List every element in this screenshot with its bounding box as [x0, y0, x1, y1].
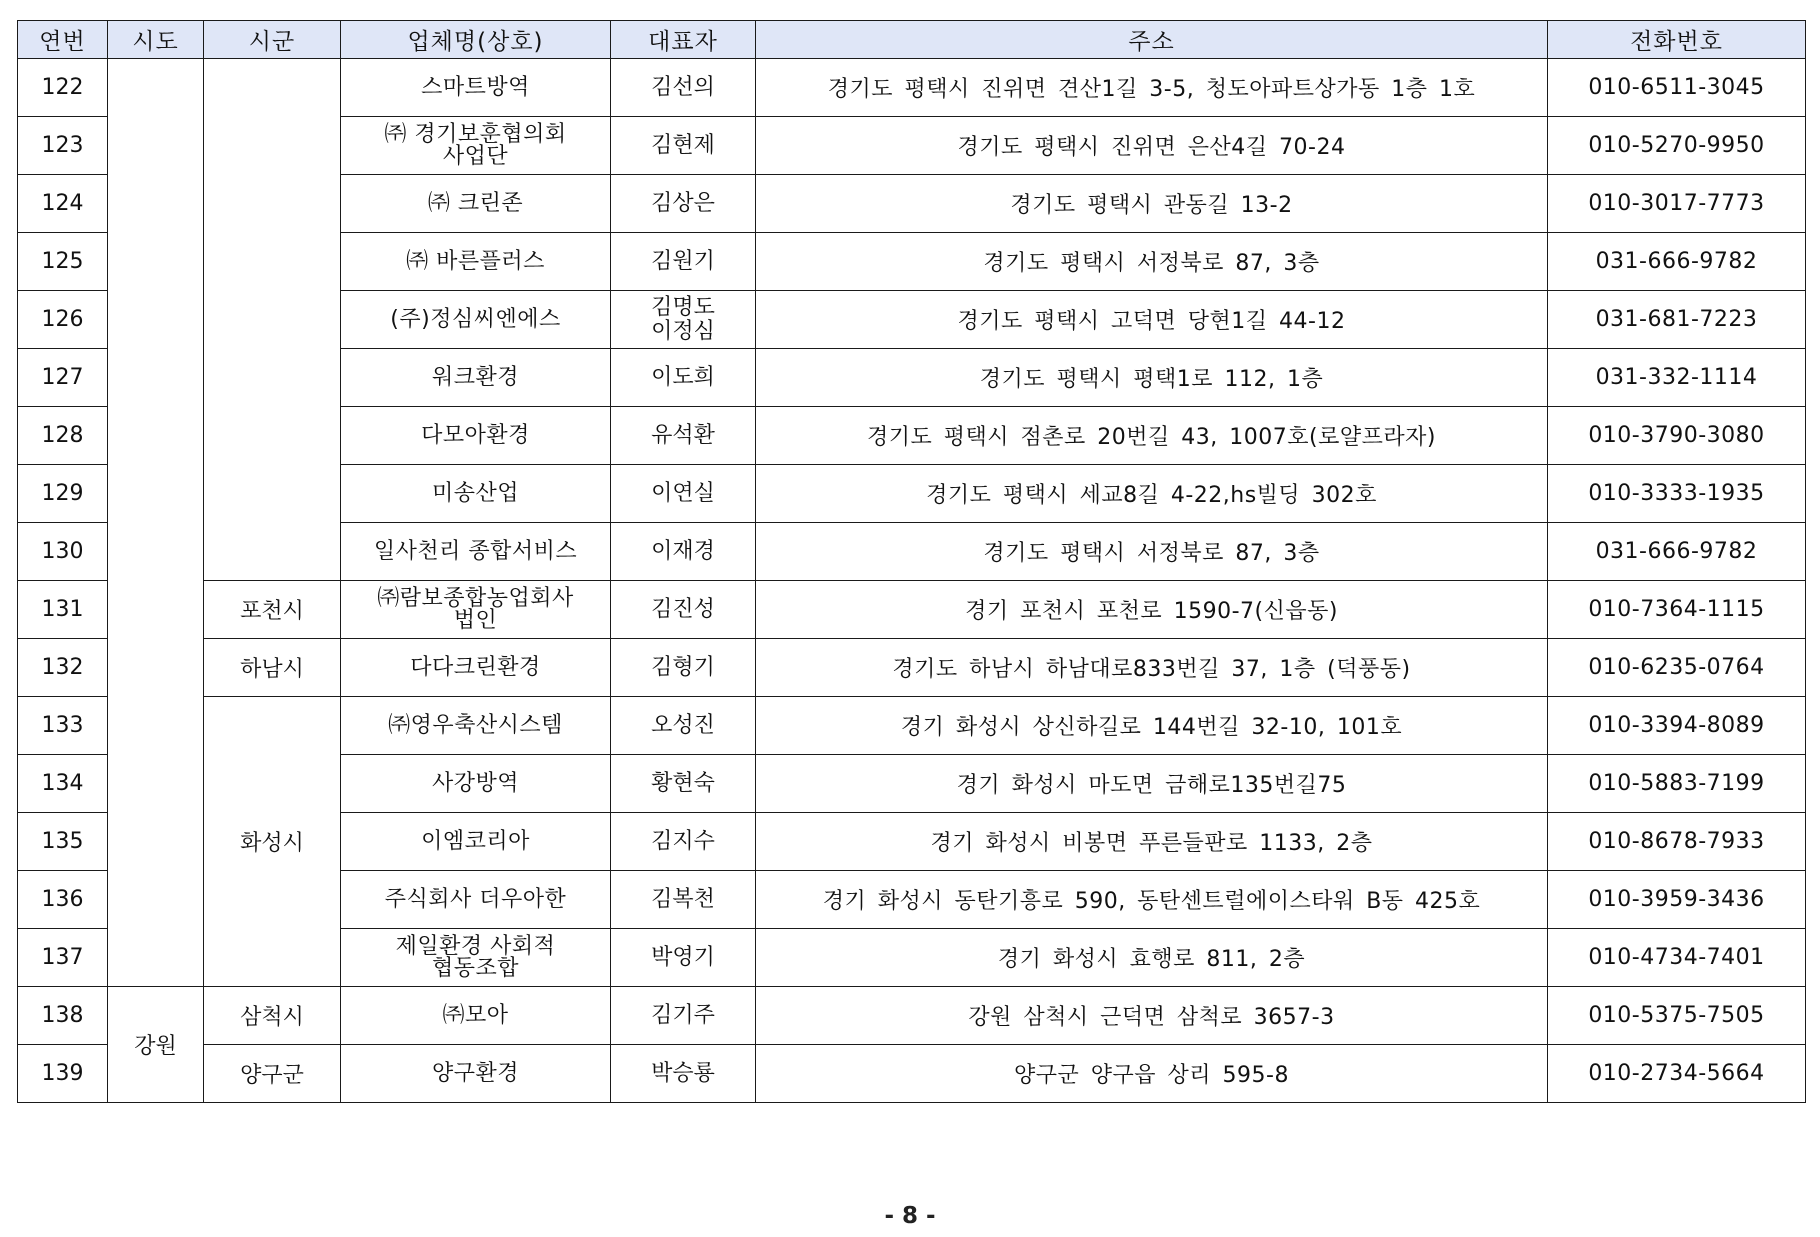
cell-no: 135: [18, 813, 108, 871]
cell-sigun: 삼척시: [204, 987, 341, 1045]
cell-business-name: ㈜람보종합농업회사 법인: [341, 581, 611, 639]
cell-phone: 010-3959-3436: [1548, 871, 1806, 929]
cell-business-name: 워크환경: [341, 349, 611, 407]
page-number: - 8 -: [884, 1203, 936, 1229]
cell-phone: 031-666-9782: [1548, 523, 1806, 581]
cell-representative: 오성진: [611, 697, 756, 755]
table-row: [18, 581, 1806, 639]
cell-phone: 010-6235-0764: [1548, 639, 1806, 697]
cell-sigun: 하남시: [204, 639, 341, 697]
cell-sido-empty: [108, 59, 204, 987]
cell-business-name: ㈜ 크린존: [341, 175, 611, 233]
cell-sigun: 화성시: [204, 697, 341, 987]
cell-business-name: ㈜모아: [341, 987, 611, 1045]
cell-address: 경기도 평택시 진위면 은산4길 70-24: [756, 117, 1548, 175]
cell-address: 경기 화성시 효행로 811, 2층: [756, 929, 1548, 987]
cell-representative: 이연실: [611, 465, 756, 523]
header-no: 연번: [18, 21, 108, 59]
cell-representative: 김원기: [611, 233, 756, 291]
cell-no: 129: [18, 465, 108, 523]
cell-no: 138: [18, 987, 108, 1045]
header-row: [18, 21, 1806, 59]
cell-phone: 031-681-7223: [1548, 291, 1806, 349]
cell-address: 경기 화성시 동탄기흥로 590, 동탄센트럴에이스타워 B동 425호: [756, 871, 1548, 929]
cell-phone: 010-8678-7933: [1548, 813, 1806, 871]
cell-address: 경기 화성시 상신하길로 144번길 32-10, 101호: [756, 697, 1548, 755]
cell-no: 127: [18, 349, 108, 407]
header-address: 주소: [756, 21, 1548, 59]
cell-business-name: 스마트방역: [341, 59, 611, 117]
cell-no: 130: [18, 523, 108, 581]
cell-representative: 김선의: [611, 59, 756, 117]
cell-phone: 010-3790-3080: [1548, 407, 1806, 465]
cell-address: 경기 포천시 포천로 1590-7(신읍동): [756, 581, 1548, 639]
header-phone: 전화번호: [1548, 21, 1806, 59]
cell-phone: 010-2734-5664: [1548, 1045, 1806, 1103]
cell-address: 경기도 평택시 관동길 13-2: [756, 175, 1548, 233]
table-row: [18, 1045, 1806, 1103]
cell-address: 경기도 평택시 서정북로 87, 3층: [756, 233, 1548, 291]
cell-address: 경기도 평택시 평택1로 112, 1층: [756, 349, 1548, 407]
cell-sido: 강원: [108, 987, 204, 1103]
cell-representative: 김기주: [611, 987, 756, 1045]
cell-representative: 황현숙: [611, 755, 756, 813]
table-row: [18, 639, 1806, 697]
cell-no: 136: [18, 871, 108, 929]
cell-no: 139: [18, 1045, 108, 1103]
cell-business-name: 다다크린환경: [341, 639, 611, 697]
cell-representative: 김명도 이정심: [611, 291, 756, 349]
cell-business-name: 이엠코리아: [341, 813, 611, 871]
cell-no: 134: [18, 755, 108, 813]
cell-representative: 김형기: [611, 639, 756, 697]
cell-sigun-empty: [204, 59, 341, 581]
cell-representative: 김상은: [611, 175, 756, 233]
header-sigun: 시군: [204, 21, 341, 59]
cell-phone: 010-6511-3045: [1548, 59, 1806, 117]
header-representative: 대표자: [611, 21, 756, 59]
cell-business-name: 사강방역: [341, 755, 611, 813]
cell-phone: 010-5883-7199: [1548, 755, 1806, 813]
cell-address: 양구군 양구읍 상리 595-8: [756, 1045, 1548, 1103]
cell-business-name: (주)정심씨엔에스: [341, 291, 611, 349]
cell-business-name: 주식회사 더우아한: [341, 871, 611, 929]
cell-no: 132: [18, 639, 108, 697]
cell-business-name: 일사천리 종합서비스: [341, 523, 611, 581]
cell-representative: 김복천: [611, 871, 756, 929]
cell-address: 경기도 평택시 서정북로 87, 3층: [756, 523, 1548, 581]
cell-phone: 010-5375-7505: [1548, 987, 1806, 1045]
cell-sigun: 양구군: [204, 1045, 341, 1103]
cell-address: 경기도 평택시 고덕면 당현1길 44-12: [756, 291, 1548, 349]
cell-representative: 박승룡: [611, 1045, 756, 1103]
cell-phone: 031-666-9782: [1548, 233, 1806, 291]
cell-no: 124: [18, 175, 108, 233]
cell-no: 123: [18, 117, 108, 175]
cell-representative: 박영기: [611, 929, 756, 987]
cell-no: 122: [18, 59, 108, 117]
cell-representative: 이재경: [611, 523, 756, 581]
cell-business-name: 양구환경: [341, 1045, 611, 1103]
cell-representative: 김현제: [611, 117, 756, 175]
cell-business-name: 제일환경 사회적 협동조합: [341, 929, 611, 987]
cell-phone: 010-3333-1935: [1548, 465, 1806, 523]
cell-business-name: ㈜ 바른플러스: [341, 233, 611, 291]
cell-address: 경기 화성시 마도면 금해로135번길75: [756, 755, 1548, 813]
cell-address: 경기도 평택시 점촌로 20번길 43, 1007호(로얄프라자): [756, 407, 1548, 465]
cell-representative: 유석환: [611, 407, 756, 465]
table-row: [18, 697, 1806, 755]
cell-no: 133: [18, 697, 108, 755]
cell-phone: 031-332-1114: [1548, 349, 1806, 407]
cell-no: 125: [18, 233, 108, 291]
cell-address: 경기도 하남시 하남대로833번길 37, 1층 (덕풍동): [756, 639, 1548, 697]
cell-representative: 이도희: [611, 349, 756, 407]
table-row: [18, 987, 1806, 1045]
cell-business-name: ㈜영우축산시스템: [341, 697, 611, 755]
cell-phone: 010-4734-7401: [1548, 929, 1806, 987]
cell-representative: 김진성: [611, 581, 756, 639]
cell-address: 경기도 평택시 세교8길 4-22,hs빌딩 302호: [756, 465, 1548, 523]
cell-address: 경기 화성시 비봉면 푸른들판로 1133, 2층: [756, 813, 1548, 871]
cell-no: 137: [18, 929, 108, 987]
cell-no: 128: [18, 407, 108, 465]
cell-phone: 010-7364-1115: [1548, 581, 1806, 639]
cell-representative: 김지수: [611, 813, 756, 871]
cell-phone: 010-5270-9950: [1548, 117, 1806, 175]
cell-business-name: 다모아환경: [341, 407, 611, 465]
cell-sigun: 포천시: [204, 581, 341, 639]
business-table: [17, 20, 1806, 1103]
table-row: [18, 59, 1806, 117]
cell-phone: 010-3017-7773: [1548, 175, 1806, 233]
cell-business-name: ㈜ 경기보훈협의회 사업단: [341, 117, 611, 175]
cell-address: 강원 삼척시 근덕면 삼척로 3657-3: [756, 987, 1548, 1045]
header-sido: 시도: [108, 21, 204, 59]
cell-address: 경기도 평택시 진위면 견산1길 3-5, 청도아파트상가동 1층 1호: [756, 59, 1548, 117]
cell-business-name: 미송산업: [341, 465, 611, 523]
cell-phone: 010-3394-8089: [1548, 697, 1806, 755]
header-business-name: 업체명(상호): [341, 21, 611, 59]
cell-no: 131: [18, 581, 108, 639]
cell-no: 126: [18, 291, 108, 349]
